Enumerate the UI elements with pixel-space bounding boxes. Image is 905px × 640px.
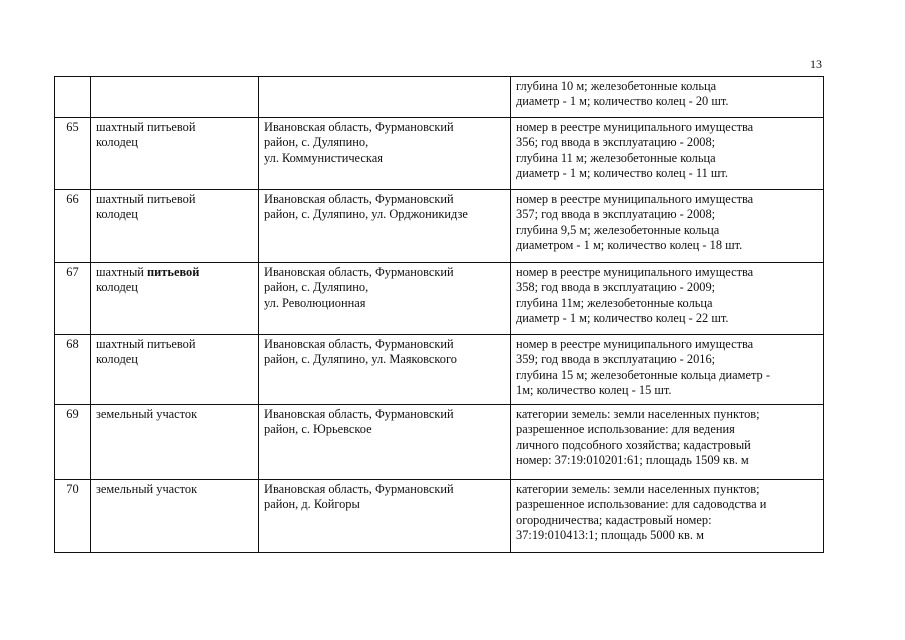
object-address: Ивановская область, Фурмановский район, с. Дуляпино, ул. Коммунистическая — [259, 118, 511, 190]
page-number: 13 — [810, 57, 822, 71]
row-number: 66 — [55, 190, 91, 263]
object-address — [259, 77, 511, 118]
object-name: шахтный питьевой колодец — [91, 263, 259, 335]
object-characteristics: номер в реестре муниципального имущества 357; год ввода в эксплуатацию - 2008; глубина 9,5 м; железобетонные кольца диаметром - 1 м; количество колец - 18 шт. — [511, 190, 824, 263]
object-name: шахтный питьевой колодец — [91, 118, 259, 190]
object-characteristics: номер в реестре муниципального имущества 359; год ввода в эксплуатацию - 2016; глубина 15 м; железобетонные кольца диаметр - 1м; количество колец - 15 шт. — [511, 335, 824, 405]
object-characteristics: категории земель: земли населенных пунктов; разрешенное использование: для садоводства и огородничества; кадастровый номер: 37:19:010413:1; площадь 5000 кв. м — [511, 480, 824, 553]
object-address: Ивановская область, Фурмановский район, с. Дуляпино, ул. Маяковского — [259, 335, 511, 405]
row-number: 70 — [55, 480, 91, 553]
row-number: 68 — [55, 335, 91, 405]
row-number: 65 — [55, 118, 91, 190]
object-address: Ивановская область, Фурмановский район, с. Дуляпино, ул. Орджоникидзе — [259, 190, 511, 263]
row-number: 67 — [55, 263, 91, 335]
object-name — [91, 77, 259, 118]
table-row — [55, 480, 824, 553]
object-characteristics: номер в реестре муниципального имущества 358; год ввода в эксплуатацию - 2009; глубина 11м; железобетонные кольца диаметр - 1 м; количество колец - 22 шт. — [511, 263, 824, 335]
object-address: Ивановская область, Фурмановский район, с. Дуляпино, ул. Революционная — [259, 263, 511, 335]
object-name: шахтный питьевой колодец — [91, 190, 259, 263]
table-row — [55, 405, 824, 480]
object-address: Ивановская область, Фурмановский район, д. Койгоры — [259, 480, 511, 553]
row-number — [55, 77, 91, 118]
object-name: земельный участок — [91, 405, 259, 480]
table-row — [55, 335, 824, 405]
object-characteristics: категории земель: земли населенных пунктов; разрешенное использование: для ведения личного подсобного хозяйства; кадастровый номер: 37:19:010201:61; площадь 1509 кв. м — [511, 405, 824, 480]
table-row — [55, 190, 824, 263]
table-row-continuation — [55, 77, 824, 118]
object-characteristics: номер в реестре муниципального имущества 356; год ввода в эксплуатацию - 2008; глубина 11 м; железобетонные кольца диаметр - 1 м; количество колец - 11 шт. — [511, 118, 824, 190]
property-registry-table — [54, 76, 824, 553]
object-name: земельный участок — [91, 480, 259, 553]
object-name: шахтный питьевой колодец — [91, 335, 259, 405]
table-row — [55, 263, 824, 335]
table-row — [55, 118, 824, 190]
row-number: 69 — [55, 405, 91, 480]
object-characteristics: глубина 10 м; железобетонные кольца диаметр - 1 м; количество колец - 20 шт. — [511, 77, 824, 118]
object-address: Ивановская область, Фурмановский район, с. Юрьевское — [259, 405, 511, 480]
